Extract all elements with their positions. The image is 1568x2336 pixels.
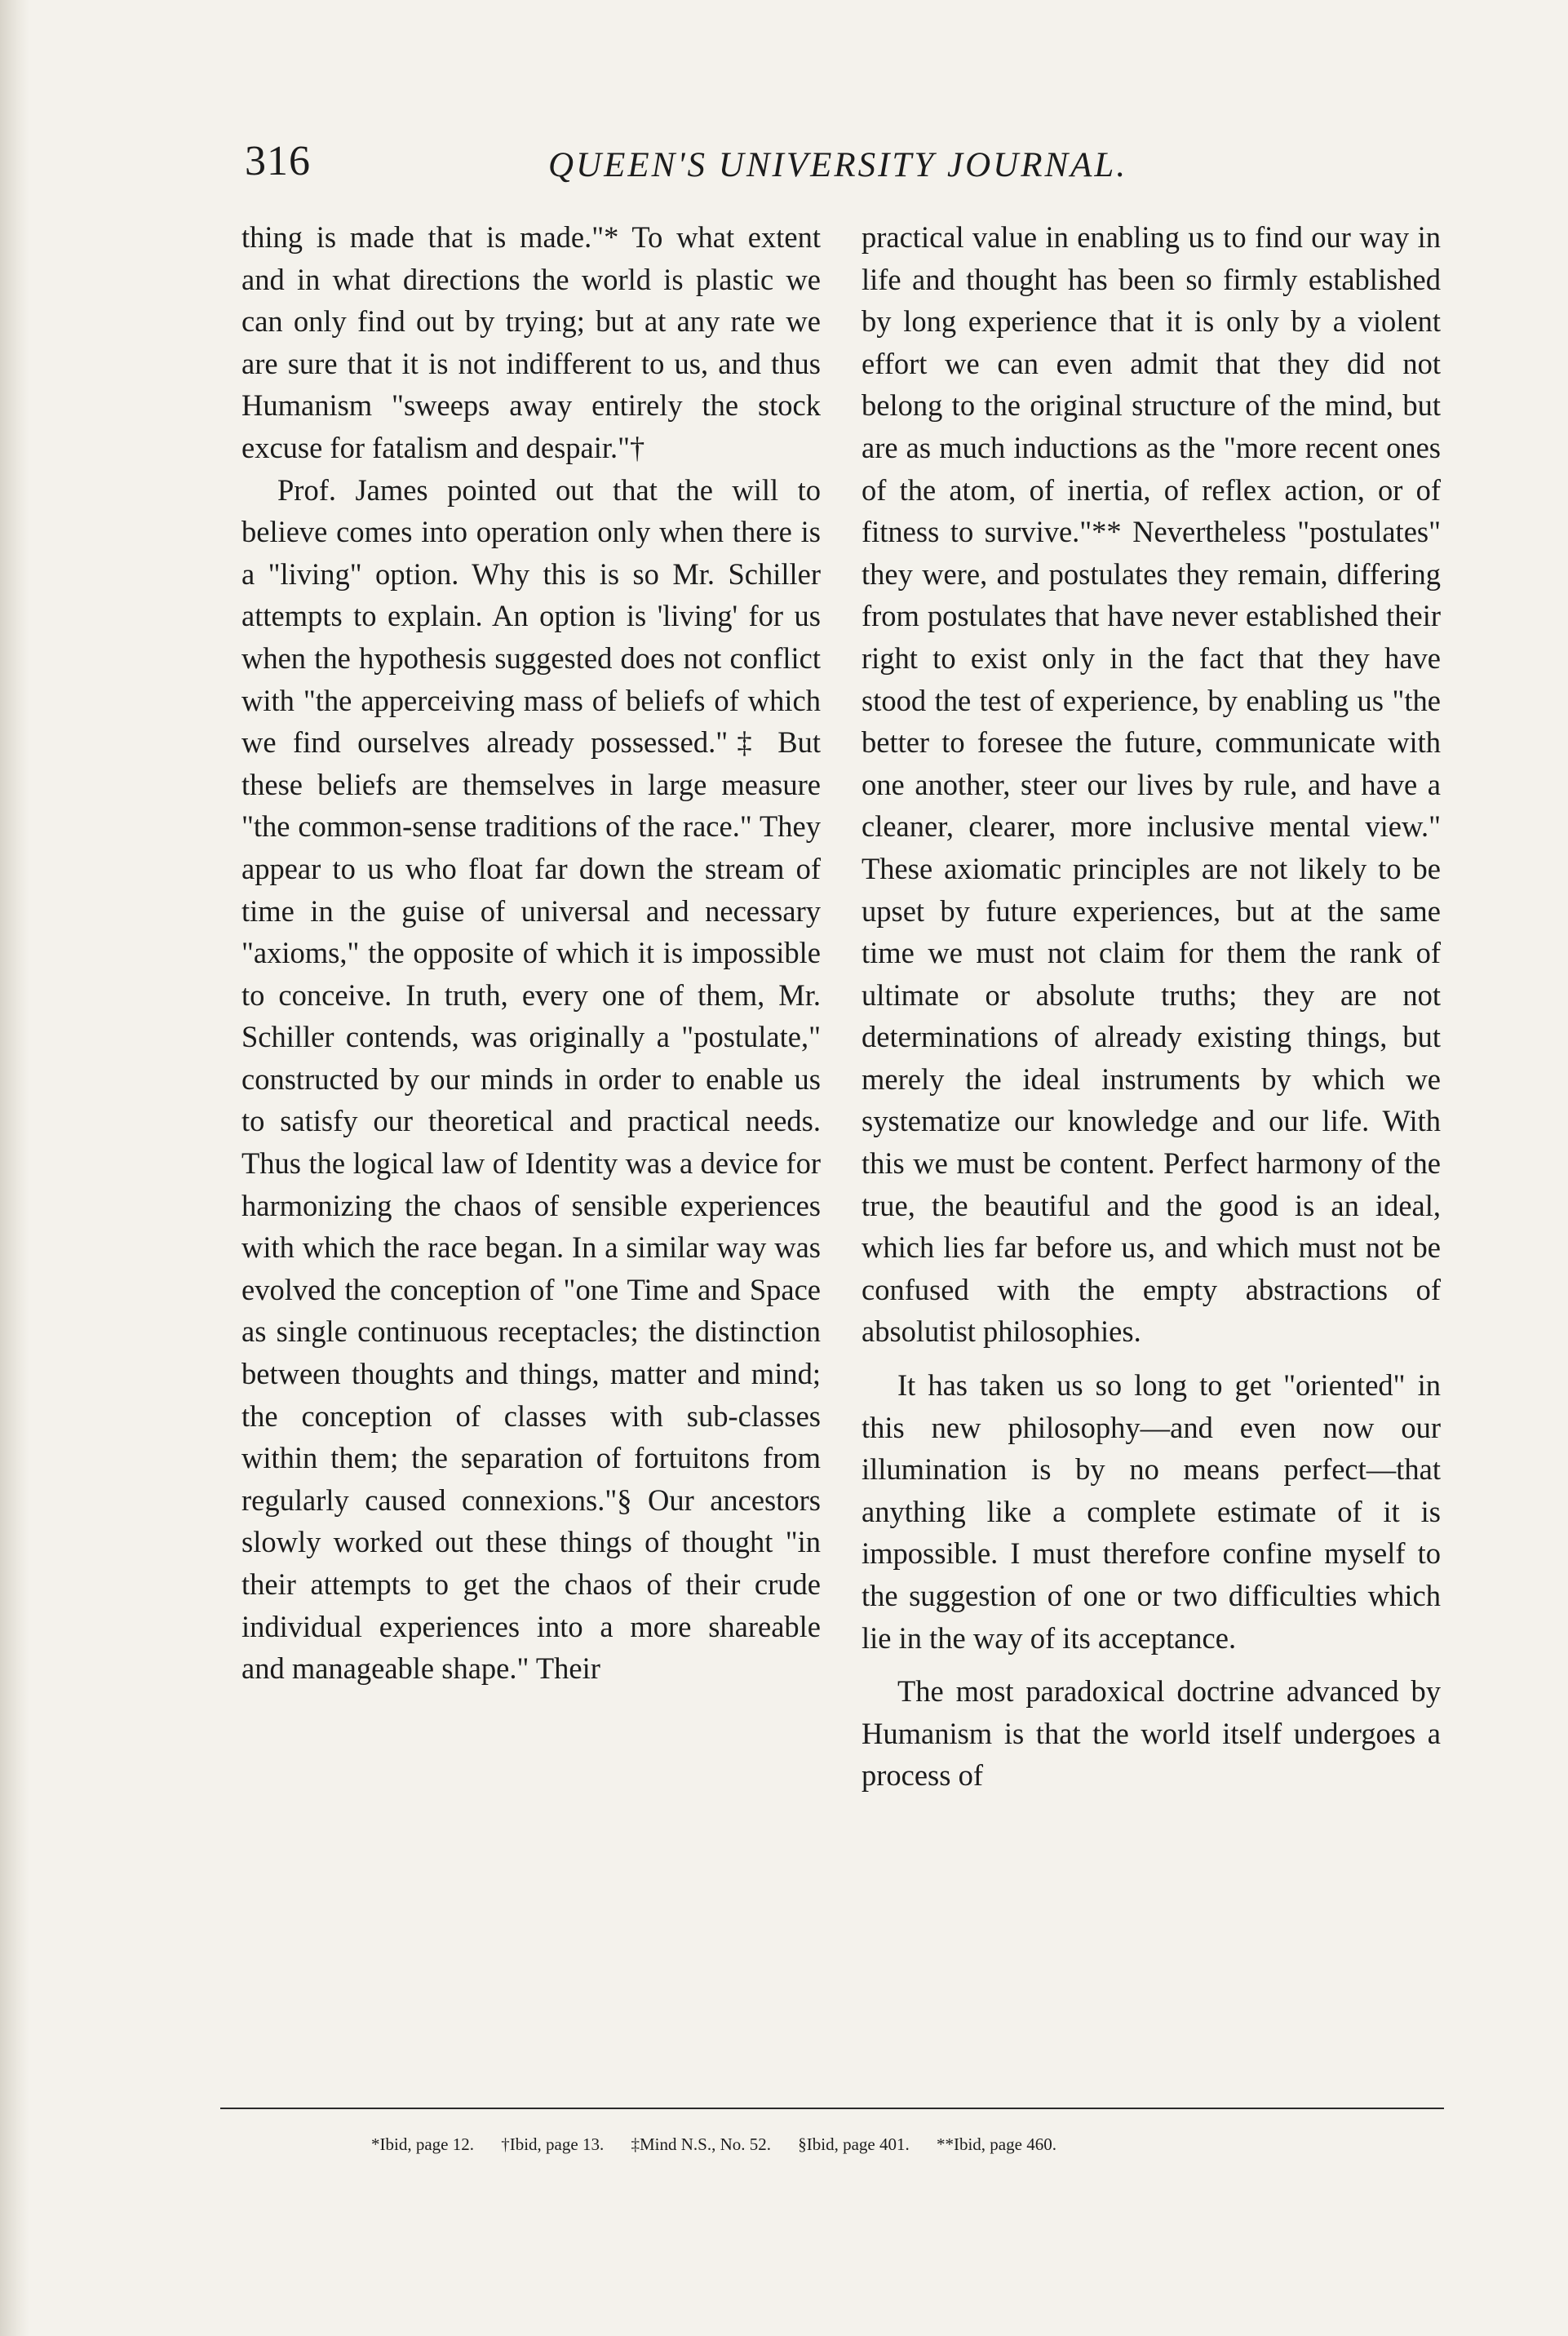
paragraph: thing is made that is made."* To what extent and in what directions the world is plastic we can only find out by trying; but at any rate we are sure that it is not indifferent to us, and thus Humanism "sweeps away entirely the stock excuse for fatalism and despair."†	[241, 220, 821, 464]
paragraph: practical value in enabling us to find our way in life and thought has been so firmly established by long experience that it is only by a violent effort we can even admit that they did not belong to the original structure of the mind, but are as much inductions as the "more recent ones of the atom, of inertia, of reflex action, or of fitness to survive."** Nevertheless "postulates" they were, and postulates they remain, differing from postulates that have never established their right to exist only in the fact that they have stood the test of experience, by enabling us "the better to foresee the future, communicate with one another, steer our lives by rule, and have a cleaner, clearer, more inclusive mental view." These axiomatic principles are not likely to be upset by future experiences, but at the same time we must not claim for them the rank of ultimate or absolute truths; they are not determinations of already existing things, but merely the ideal instruments by which we systematize our knowledge and our life. With this we must be content. Perfect harmony of the true, the beautiful and the good is an ideal, which lies far before us, and which must not be confused with the empty abstractions of absolutist philosophies.	[862, 220, 1441, 1349]
footnote: ‡Mind N.S., No. 52.	[631, 2134, 771, 2154]
running-head: QUEEN'S UNIVERSITY JOURNAL.	[548, 146, 1128, 184]
left-column	[241, 216, 821, 1690]
footnote: †Ibid, page 13.	[501, 2134, 605, 2154]
page-number: 316	[245, 138, 311, 184]
footnote: *Ibid, page 12.	[371, 2134, 474, 2154]
paragraph: It has taken us so long to get "oriented" in this new philosophy—and even now our illumination is by no means perfect—that anything like a complete estimate of it is impossible. I must therefore confine myself to the suggestion of one or two difficulties which lie in the way of its acceptance.	[862, 1368, 1441, 1655]
right-column	[862, 216, 1441, 1797]
page-header	[245, 137, 1191, 194]
footnote: **Ibid, page 460.	[936, 2134, 1056, 2154]
footnotes	[371, 2134, 1350, 2155]
paragraph: The most paradoxical doctrine advanced by Humanism is that the world itself undergoes a process of	[862, 1674, 1441, 1793]
page-binding-edge	[0, 0, 29, 2336]
footnote-divider	[220, 2108, 1444, 2109]
footnote: §Ibid, page 401.	[798, 2134, 910, 2154]
paragraph: Prof. James pointed out that the will to believe comes into operation only when there is a "living" option. Why this is so Mr. Schiller attempts to explain. An option is 'living' for us when the hypothesis suggested does not conflict with "the apperceiving mass of beliefs of which we find ourselves already possessed."‡ But these beliefs are themselves in large measure "the common-sense traditions of the race." They appear to us who float far down the stream of time in the guise of universal and necessary "axioms," the opposite of which it is impossible to conceive. In truth, every one of them, Mr. Schiller contends, was originally a "postulate," constructed by our minds in order to enable us to satisfy our theoretical and practical needs. Thus the logical law of Identity was a device for harmonizing the chaos of sensible experiences with which the race began. In a similar way was evolved the conception of "one Time and Space as single continuous receptacles; the distinction between thoughts and things, matter and mind; the conception of classes with sub-classes within them; the separation of fortuitons from regularly caused connexions."§ Our ancestors slowly worked out these things of thought "in their attempts to get the chaos of their crude individual experiences into a more shareable and manageable shape." Their	[241, 472, 821, 1686]
